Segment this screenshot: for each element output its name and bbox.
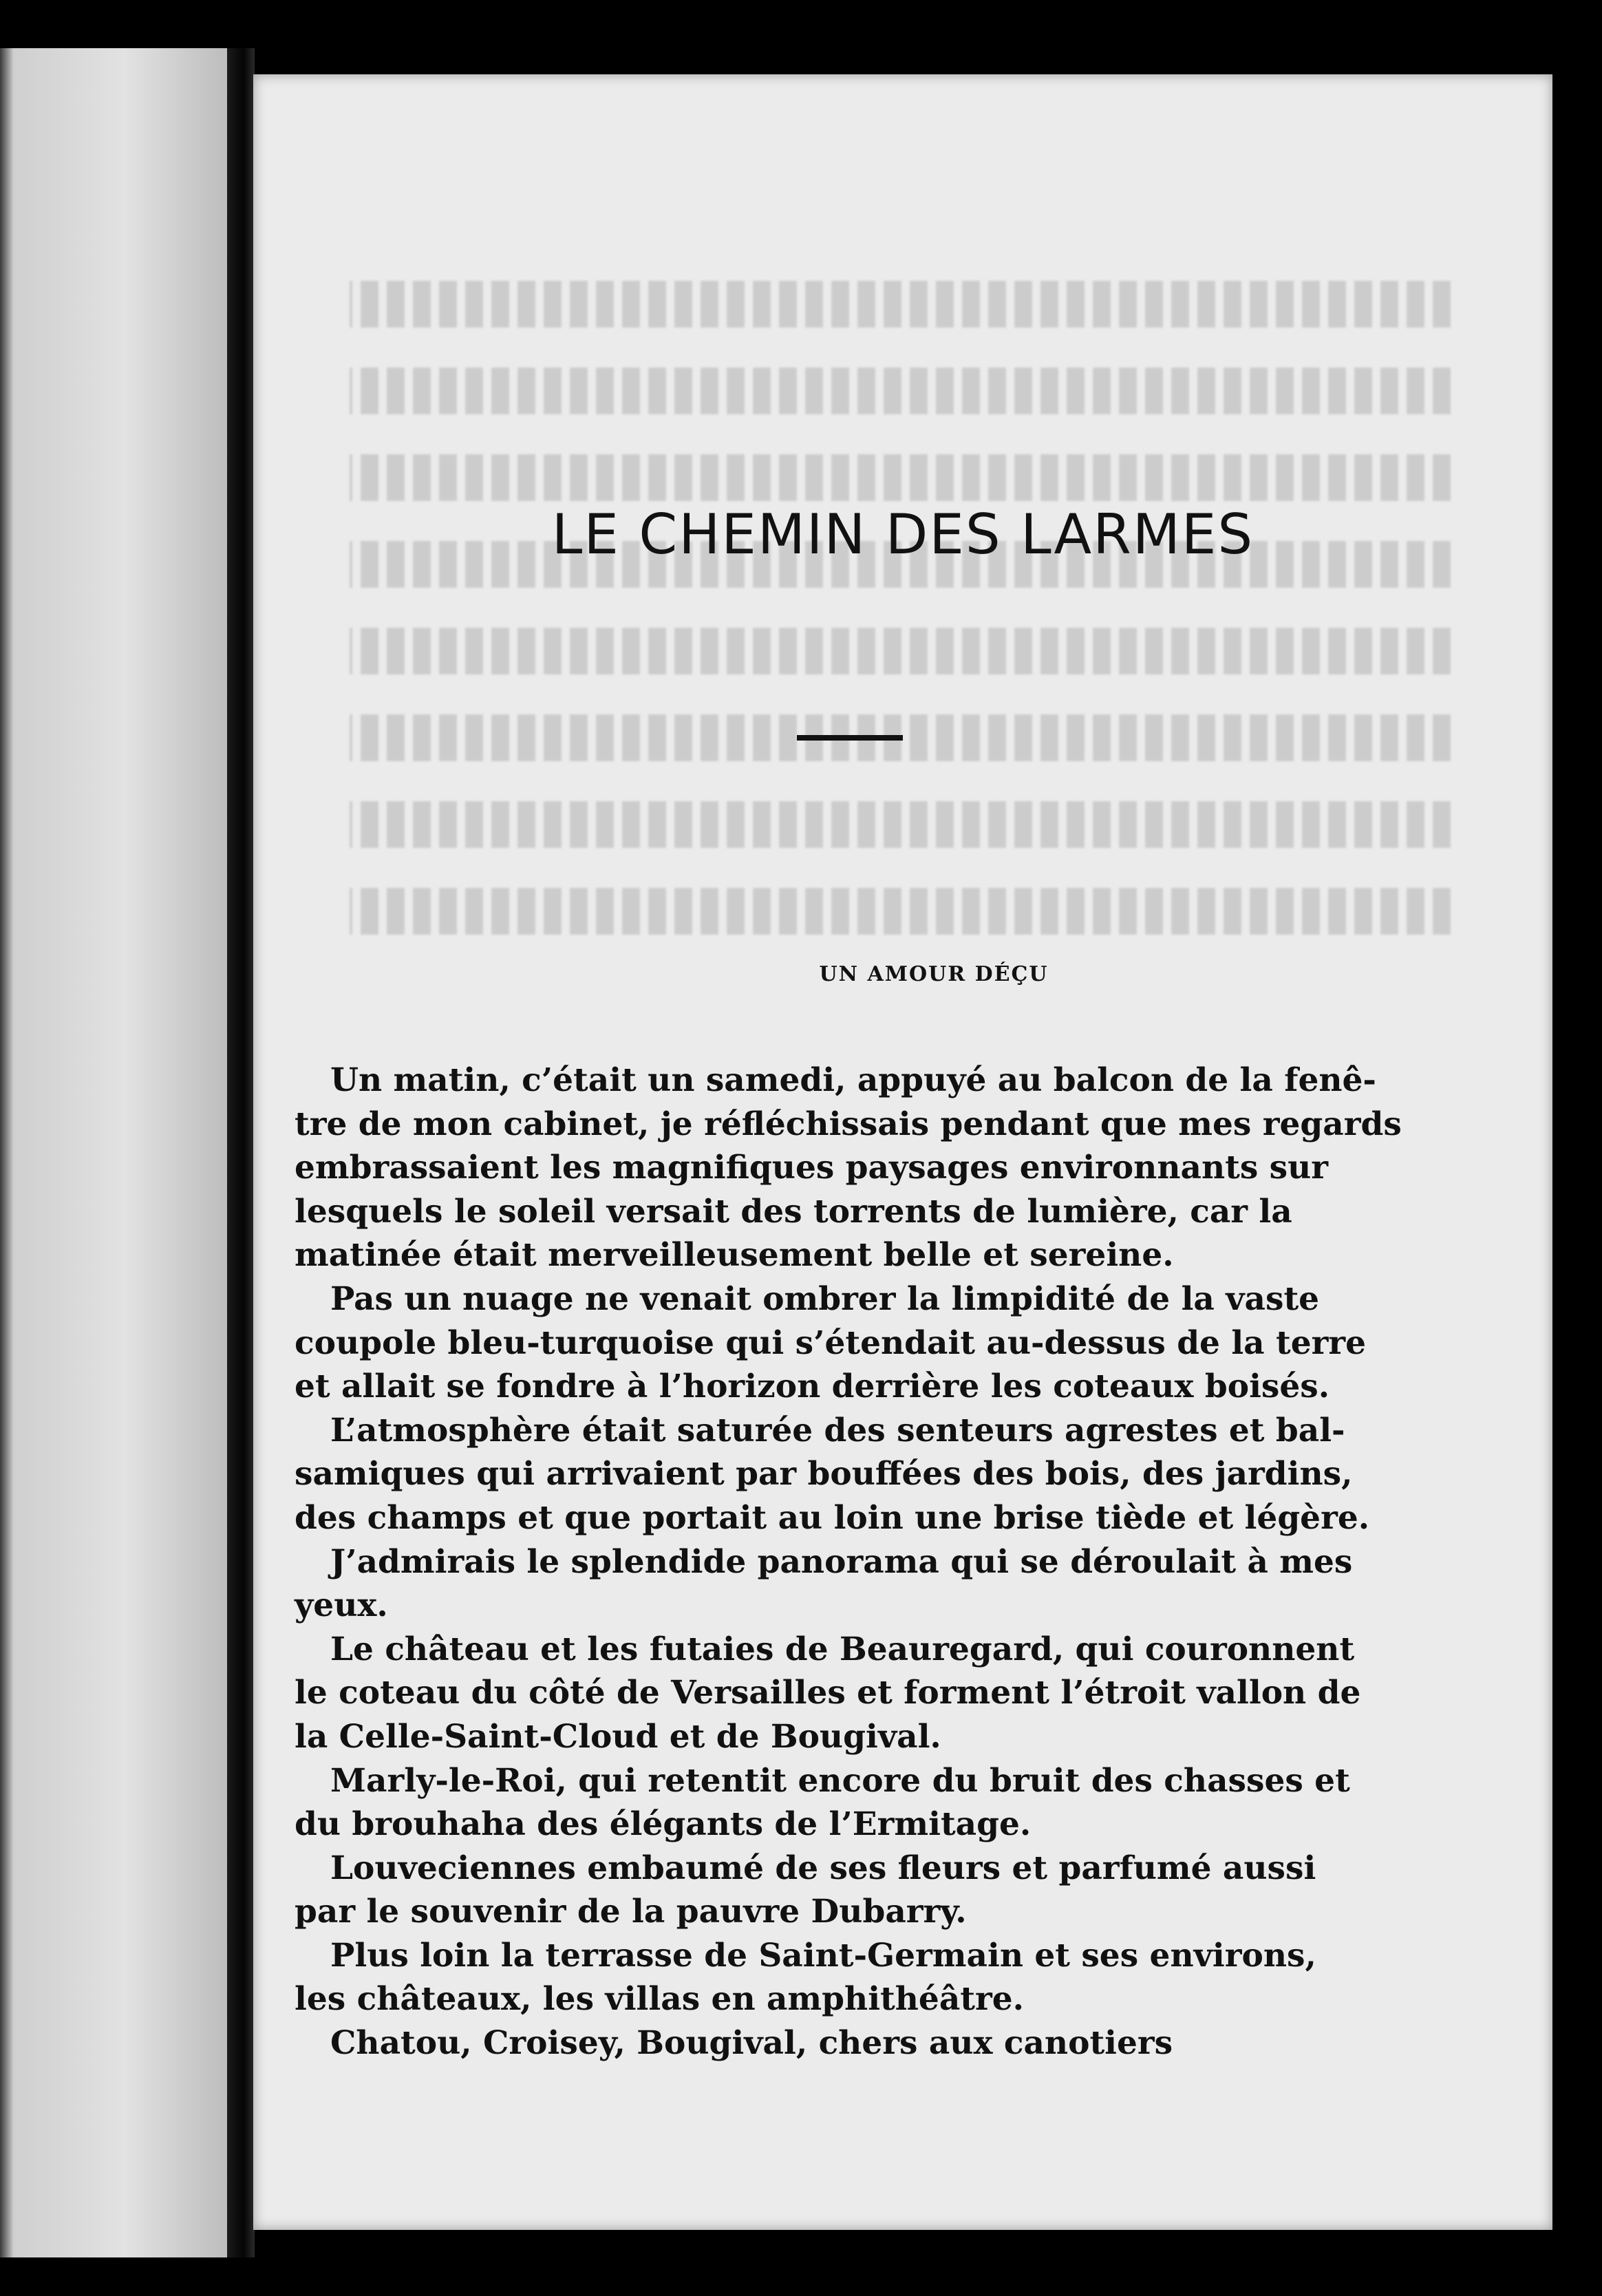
text-line: lesquels le soleil versait des torrents de lumière, car la: [295, 1192, 1292, 1231]
text-line: la Celle-Saint-Cloud et de Bougival.: [295, 1717, 941, 1756]
text-line: samiques qui arrivaient par bouffées des bois, des jardins,: [295, 1455, 1353, 1494]
body-text: [295, 1059, 1402, 2065]
chapter-title: LE CHEMIN DES LARMES: [551, 502, 1254, 566]
text-line: yeux.: [295, 1586, 388, 1625]
text-line: Un matin, c’était un samedi, appuyé au balcon de la fenê-: [330, 1061, 1376, 1099]
text-line: et allait se fondre à l’horizon derrière les coteaux boisés.: [295, 1368, 1330, 1406]
text-line: des champs et que portait au loin une brise tiède et légère.: [295, 1498, 1370, 1537]
text-line: L’atmosphère était saturée des senteurs agrestes et bal-: [330, 1411, 1345, 1449]
left-page-edge: [0, 48, 227, 2257]
text-line: Louveciennes embaumé de ses fleurs et parfumé aussi: [330, 1849, 1316, 1887]
text-line: par le souvenir de la pauvre Dubarry.: [295, 1893, 967, 1931]
book-page: [253, 74, 1552, 2230]
title-rule: [797, 735, 903, 741]
text-line: Le château et les futaies de Beauregard, qui couronnent: [330, 1630, 1355, 1668]
text-line: Marly-le-Roi, qui retentit encore du bruit des chasses et: [330, 1761, 1350, 1800]
text-line: matinée était merveilleusement belle et sereine.: [295, 1236, 1174, 1275]
text-line: Chatou, Croisey, Bougival, chers aux canotiers: [330, 2024, 1173, 2063]
section-subtitle: UN AMOUR DÉÇU: [819, 962, 1049, 986]
text-line: embrassaient les magnifiques paysages environnants sur: [295, 1149, 1329, 1187]
book-gutter: [227, 48, 255, 2257]
text-line: J’admirais le splendide panorama qui se déroulait à mes: [330, 1542, 1353, 1581]
text-line: tre de mon cabinet, je réfléchissais pendant que mes regards: [295, 1105, 1402, 1143]
text-line: du brouhaha des élégants de l’Ermitage.: [295, 1805, 1032, 1844]
text-line: Plus loin la terrasse de Saint-Germain et ses environs,: [330, 1936, 1316, 1975]
text-line: les châteaux, les villas en amphithéâtre.: [295, 1980, 1025, 2019]
text-line: Pas un nuage ne venait ombrer la limpidité de la vaste: [330, 1279, 1320, 1318]
text-line: le coteau du côté de Versailles et forment l’étroit vallon de: [295, 1674, 1361, 1712]
text-line: coupole bleu-turquoise qui s’étendait au-dessus de la terre: [295, 1324, 1367, 1362]
